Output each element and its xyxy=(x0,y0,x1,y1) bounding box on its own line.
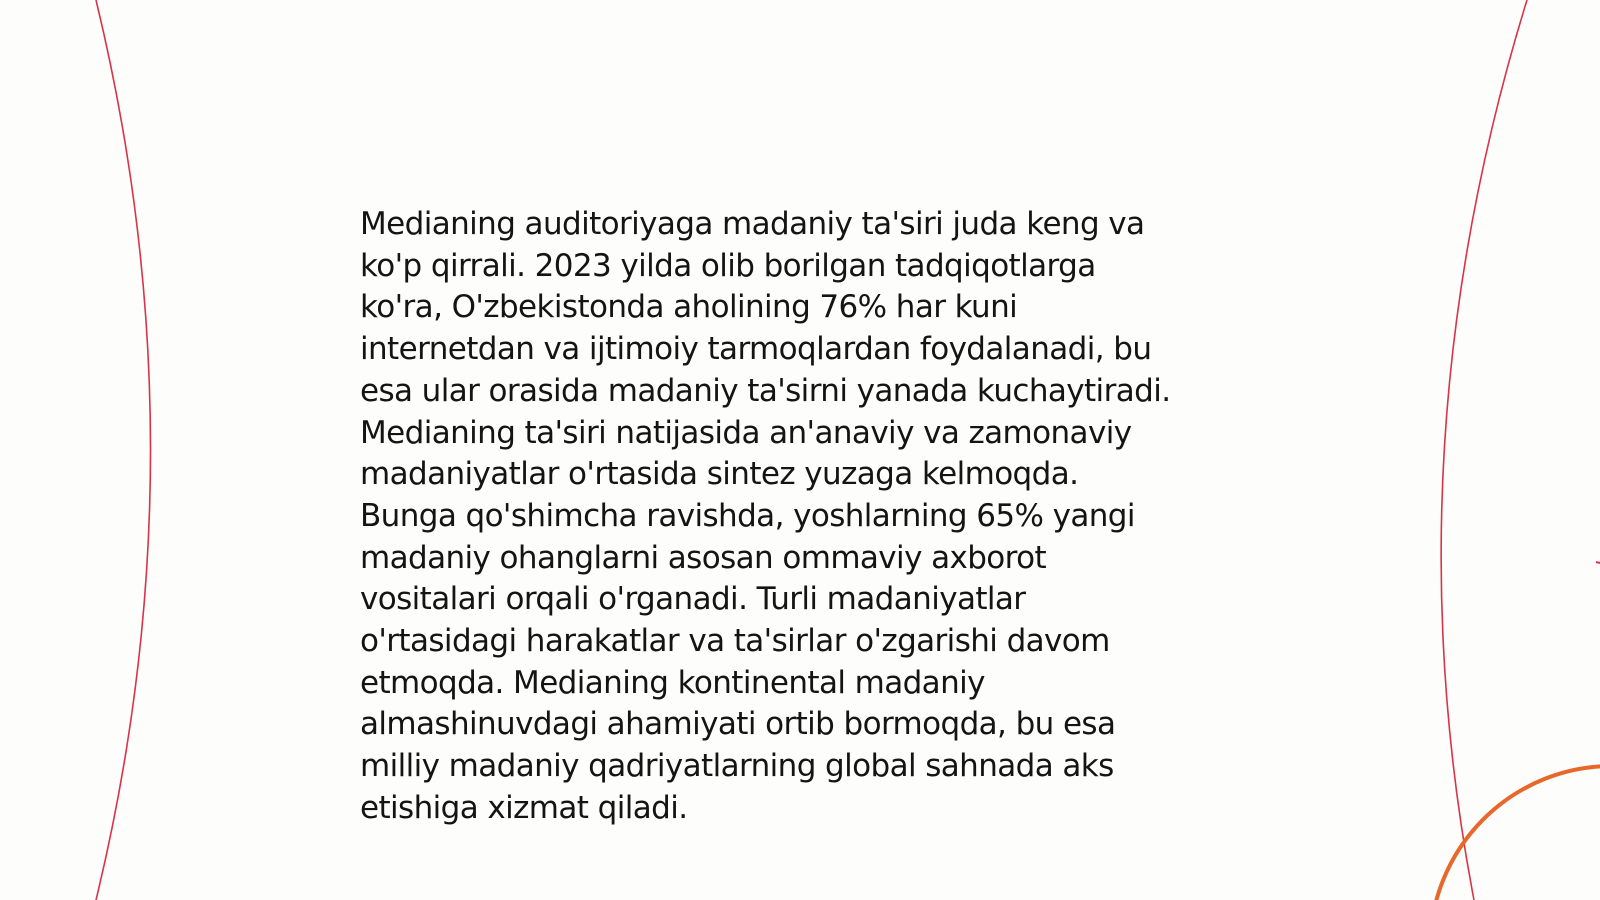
body-paragraph: Medianing auditoriyaga madaniy ta'siri juda keng va ko'p qirrali. 2023 yilda olib borilgan tadqiqotlarga ko'ra, O'zbekistonda aholining 76% har kuni internetdan va ijtimoiy tarmoqlardan foydalanadi, bu esa ular orasida madaniy ta'sirni yanada kuchaytiradi. Medianing ta'siri natijasida an'anaviy va zamonaviy madaniyatlar o'rtasida sintez yuzaga kelmoqda. Bunga qo'shimcha ravishda, yoshlarning 65% yangi madaniy ohanglarni asosan ommaviy axborot vositalari orqali o'rganadi. Turli madaniyatlar o'rtasidagi harakatlar va ta'sirlar o'zgarishi davom etmoqda. Medianing kontinental madaniy almashinuvdagi ahamiyati ortib bormoqda, bu esa milliy madaniy qadriyatlarning global sahnada aks etishiga xizmat qiladi. xyxy=(360,206,1171,826)
right-curved-line xyxy=(1441,0,1527,900)
small-tick-mark xyxy=(1596,562,1600,563)
left-curved-line xyxy=(96,0,151,900)
